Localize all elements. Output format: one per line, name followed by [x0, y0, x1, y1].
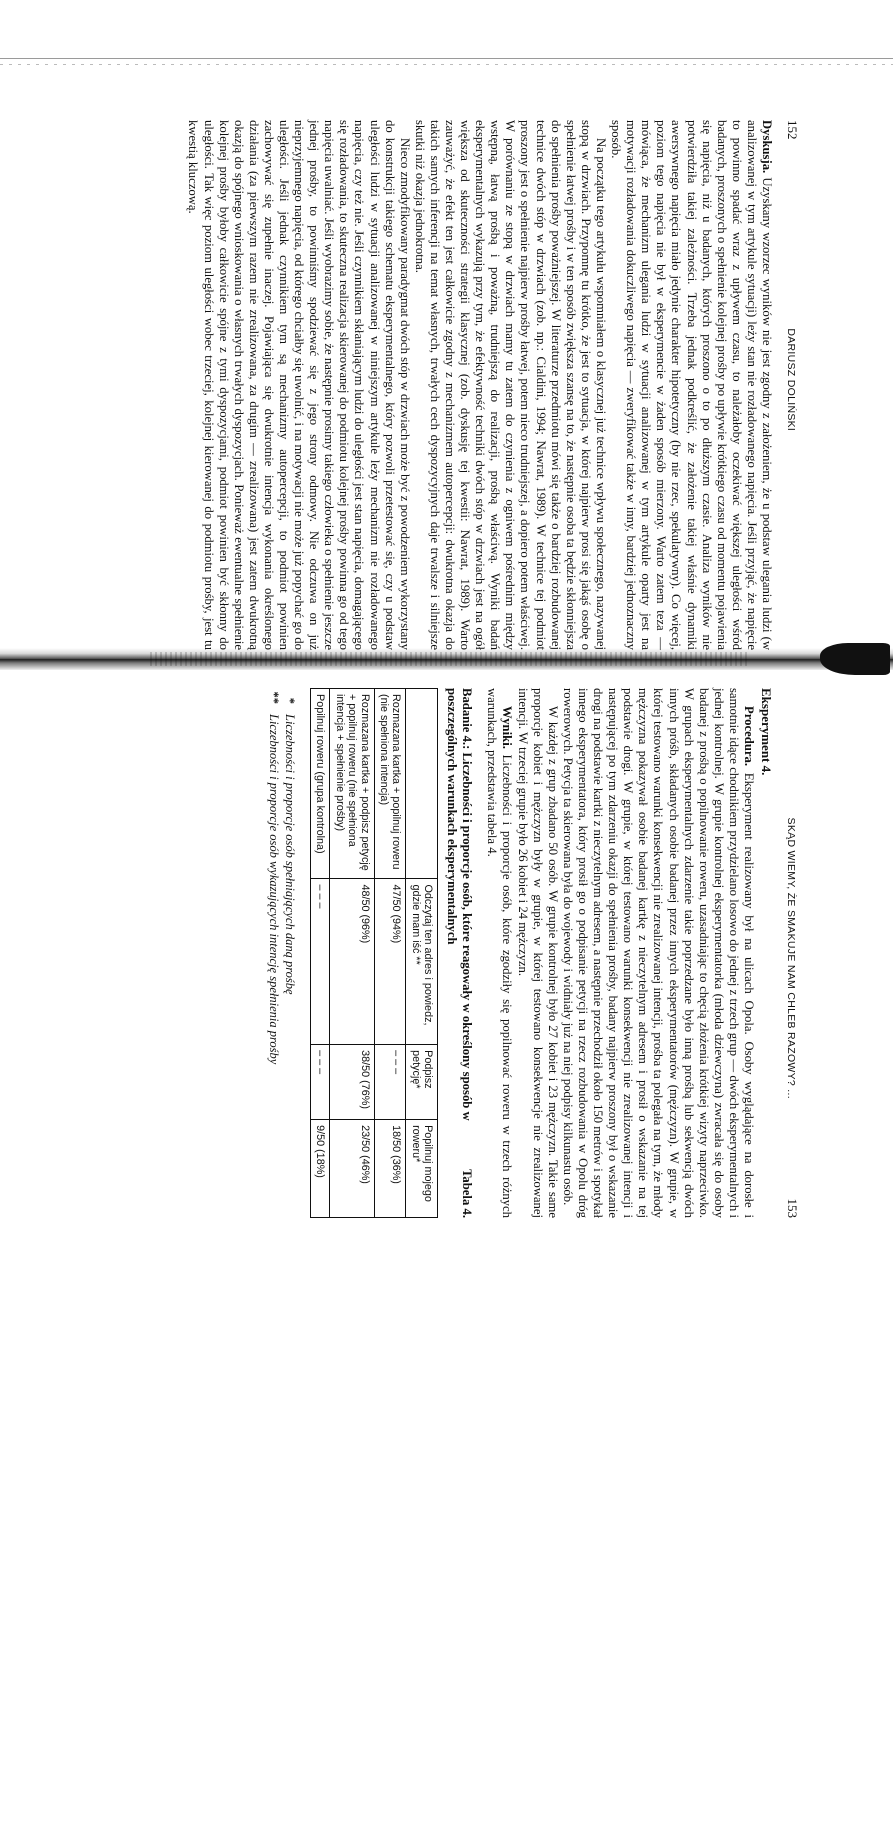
scan-edge-noise [0, 64, 893, 65]
table-header-row [406, 689, 438, 1218]
footnotes [266, 688, 298, 1218]
table-row [330, 689, 374, 1218]
footnote [282, 688, 298, 1218]
table-cell: – – – [311, 879, 330, 1045]
table-header-cell: Popilnuj mojego roweru* [406, 1120, 438, 1218]
footnote-text: Liczebności i proporcje osób wykazujących intencję spełnienia prośby [267, 714, 282, 1065]
table-cell: Rozmazana kartka + popilnuj roweru (nie spełniona intencja) [374, 689, 406, 879]
paragraph-text: Uzyskany wzorzec wyników nie jest zgodny z założeniem, że u podstaw ulegania ludzi (w analizowanej w tym artykule sytuacji) leży stan nie rozładowanego napięcia. Jeśli przyjąć, że napięcie to powinno spadać wraz z upływem czasu, to należałoby oczekiwać większej uległości wśród badanych, proszonych o spełnienie kolejnej prośby po upływie krótkiego czasu od momentu pojawienia się napięcia, niż u badanych, których proszono o to po dłuższym czasie. Analiza wyników nie potwierdziła takiej zależności. Trzeba jednak podkreślić, że założenie takiej właśnie dynamiki awersywnego napięcia miało jedynie charakter hipotetyczny (by nie rzec, spekulatywny). Co więcej, poziom tego napięcia nie był w eksperymencie w żaden sposób mierzony. Warto zatem teza — mówiąca, że mechanizm ulegania ludzi w sytuacji analizowanej w tym artykule oparty jest na motywacji rozładowania dokuczliwego napięcia — zweryfikować także w inny, bardziej jednoznaczny sposób. [609, 120, 774, 650]
paragraph-text: Na początku tego artykułu wspomniałem o klasycznej już technice wpływu społecznego, nazywanej stopą w drzwiach. Przypomnę tu krótko, że jest to sytuacja, w której najpierw prosi się jakąś osobę o spełnienie łatwej prośby i w ten sposób zwiększa szansę na to, że następnie osoba ta będzie skłonniejsza do spełnienia prośby poważniejszej. W literaturze przedmiotu mówi się także o bardziej rozbudowanej technice dwóch stóp w drzwiach (zob. np.: Cialdini, 1994; Nawrat, 1989). W technice tej podmiot proszony jest o spełnienie najpierw prośby łatwej, potem nieco trudniejszej, a dopiero potem właściwej. W porównaniu ze stopą w drzwiach mamy tu zatem do czynienia z ogniwem pośrednim między wstępną, łatwą prośbą i poważną, trudniejszą do realizacji, prośbą właściwą. Wyniki badań eksperymentalnych wykazują przy tym, że efektywność techniki dwóch stóp w drzwiach jest na ogół większa od skuteczności strategii klasycznej (zob. dyskusję tej kwestii: Nawrat, 1989). Warto zauważyć, że efekt ten jest całkowicie zgodny z mechanizmem autopercepcji: dwukrotna okazja do takich samych inferencji na temat własnych, trwałych cech dyspozycyjnych daje trwalsze i silniejsze skutki niż okazja jednokrotna. [412, 120, 608, 650]
paragraph-lead: Dyskusja. [760, 120, 774, 174]
paragraph [484, 688, 514, 1218]
table-cell: 48/50 (96%) [330, 879, 374, 1045]
paragraph-lead: Procedura. [742, 706, 756, 767]
table-cell: Rozmazana kartka + podpisz petycję + popilnuj roweru (nie spełniona intencja + spełnienie prośby) [330, 689, 374, 879]
table-cell: 23/50 (46%) [330, 1120, 374, 1218]
table-row [374, 689, 406, 1218]
page-152 [55, 120, 800, 650]
paragraph-text: Liczebności i proporcje osób, które zgodziły się popilnować roweru w trzech różnych warunkach, przedstawia tabela 4. [485, 688, 515, 1218]
page-153 [55, 688, 800, 1218]
table-caption-text: Badanie 4.: Liczebności i proporcje osób, które reagowały w określony sposób w poszczególnych warunkach eksperymentalnych [445, 688, 475, 1121]
table-cell: – – – [374, 1045, 406, 1120]
table-label: Tabela 4. [460, 1169, 475, 1218]
page-header [784, 120, 800, 650]
table-cell: 38/50 (76%) [330, 1045, 374, 1120]
paragraph-text: W każdej z grup zbadano 50 osób. W grupie kontrolnej było 27 kobiet i 23 mężczyzn. Takie same proporcje kobiet i mężczyzn były w grupie, w której testowano konsekwencje nie zrealizowanej intencji. W trzeciej grupie było 26 kobiet i 24 mężczyzn. [515, 688, 560, 1218]
paragraph-text: Eksperyment realizowany był na ulicach Opola. Osoby wyglądające na dorosłe i samotnie idące chodnikiem przydzielano losowo do jednej z trzech grup — dwóch eksperymentalnych i jednej kontrolnej. W grupie kontrolnej eksperymentatorka (młoda dziewczyna) zwracała się do osoby badanej z prośbą o popilnowanie roweru, uzasadniając to chęcią złożenia krótkiej wizyty naprzeciwko. W grupach eksperymentalnych zdarzenie takie poprzedzane było inną prośbą lub sekwencją dwóch innych próśb, składanych osobie badanej przez innych eksperymentatorów (mężczyzn). W grupie, w której testowano warunki konsekwencji nie zrealizowanej intencji, prośba ta polegała na tym, że młody mężczyzna pokazywał osobie badanej kartkę z nieczytelnym adresem i prosił o wskazanie na tej podstawie drogi. W grupie, w której testowano warunki konsekwencji nie zrealizowanej intencji i następującej po tym zdarzeniu okazji do spełnienia prośby, badany najpierw proszony był o wskazanie drogi na podstawie kartki z nieczytelnym adresem, a następnie przechodził około 150 metrów i spotykał innego eksperymentatora, który prosił go o podpisanie petycji na rzecz rozbudowania w Opolu dróg rowerowych. Petycja ta skierowana była do wojewody i widniały już na niej podpisy kilkunastu osób. [560, 688, 756, 1218]
running-head: SKĄD WIEMY, ŻE SMAKUJE NAM CHLEB RAZOWY? ... [785, 817, 797, 1099]
running-head: DARIUSZ DOLIŃSKI [785, 328, 797, 432]
table-cell: 9/50 (18%) [311, 1120, 330, 1218]
paragraph [515, 688, 560, 1218]
page-header [784, 688, 800, 1218]
gutter-noise [150, 652, 750, 666]
table-header-cell: Odczytaj ten adres i powiedz, gdzie mam iść ** [406, 879, 438, 1045]
scan-edge-top [0, 58, 893, 59]
table-header-cell: Podpisz petycję* [406, 1045, 438, 1120]
footnote-mark: * [283, 697, 298, 704]
table-cell: 18/50 (36%) [374, 1120, 406, 1218]
page-number: 152 [785, 120, 800, 140]
paragraph [560, 688, 756, 1218]
page-number: 153 [785, 1198, 800, 1218]
body-text [185, 120, 774, 650]
table-cell: Popilnuj roweru (grupa kontrolna) [311, 689, 330, 879]
results-table [310, 688, 438, 1218]
paragraph-text: Nieco zmodyfikowany paradygmat dwóch stóp w drzwiach może być z powodzeniem wykorzystany do konstrukcji takiego schematu eksperymentalnego, który pozwoli przetestować się, czy u podstaw uległości ludzi w sytuacji analizowanej w niniejszym artykule leży mechanizm nie rozładowanego napięcia, czy też nie. Jeśli czynnikiem skłaniającym ludzi do uległości jest stan napięcia, domagającego się rozładowania, to skuteczna realizacja skierowanej do podmiotu kolejnej prośby powinna go od tego napięcia uwalniać. Jeśli wyobrazimy sobie, że następnie prosimy takiego człowieka o spełnienie jeszcze jednej prośby, to powinniśmy spodziewać się z jego strony odmowy. Nie odczuwa on już nieprzyjemnego napięcia, od którego chciałby się uwolnić, i na motywacji nie może już popychać go do uległości. Jeśli jednak czynnikiem tym są mechanizmy autopercepcji, to podmiot powinien zachowywać się zupełnie inaczej. Pojawiająca się dwukrotnie intencja wykonania określonego działania (za pierwszym razem nie zrealizowana, za drugim — zrealizowana) jest zatem dwukrotną okazją do spójnego wnioskowania o własnych trwałych dyspozycjach. Ponieważ ewentualne spełnienie kolejnej prośby byłoby całkowicie spójne z tymi dyspozycjami, podmiot powinien być skłonny do uległości. Tak więc poziom uległości wobec trzeciej, kolejnej kierowanej do podmiotu prośby, jest tu kwestią kluczową. [186, 120, 412, 650]
table-cell: 47/50 (94%) [374, 879, 406, 1045]
paragraph [608, 120, 774, 650]
paragraph-lead: Wyniki. [500, 706, 515, 749]
footnote-mark: ** [267, 691, 282, 704]
table-cell: – – – [311, 1045, 330, 1120]
gutter-shadow [820, 643, 890, 675]
table-caption [444, 688, 474, 1218]
paragraph [185, 120, 411, 650]
section-title: Eksperyment 4. [759, 688, 774, 776]
footnote-text: Liczebności i proporcje osób spełniających daną prośbę [283, 714, 298, 995]
footnote [266, 688, 282, 1218]
body-text [484, 688, 756, 1218]
paragraph [412, 120, 608, 650]
table-header-cell [406, 689, 438, 879]
table-row [311, 689, 330, 1218]
